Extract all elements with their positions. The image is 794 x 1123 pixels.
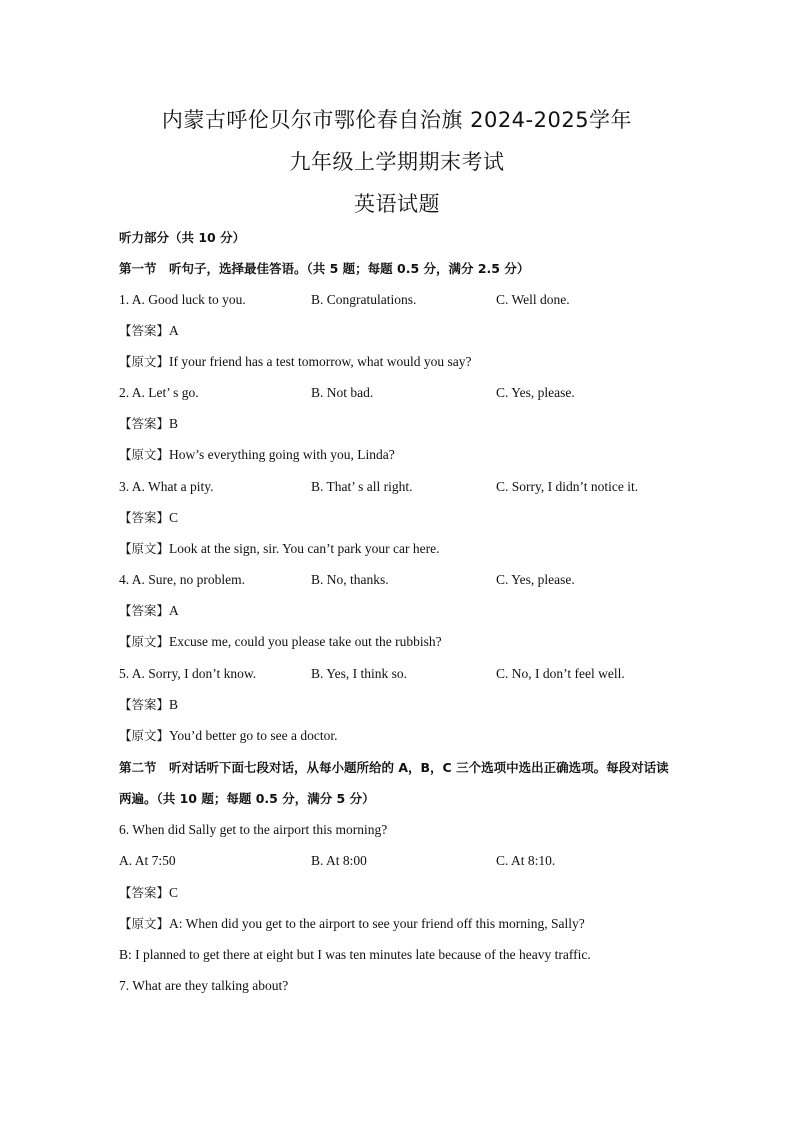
script-line [119,540,439,558]
option-b: B. Not bad. [311,385,374,400]
listening-section-title: 听力部分（共 10 分） [119,230,246,245]
answer-value: C [169,510,179,525]
answer-value: C [169,885,179,900]
option-a: 2. A. Let’ s go. [119,385,199,400]
answer-tag: 【答案】 [119,885,170,900]
answer-tag: 【答案】 [119,603,170,618]
answer-tag: 【答案】 [119,510,170,525]
script-text: How’s everything going with you, Linda? [169,447,395,462]
answer-tag: 【答案】 [119,697,170,712]
answer-value: A [169,323,179,338]
answer-line [119,884,178,902]
answer-value: B [169,416,179,431]
script-line [119,353,471,371]
script-text: Excuse me, could you please take out the rubbish? [169,634,442,649]
option-c: C. No, I don’t feel well. [496,666,625,681]
script-line [119,633,442,651]
option-a: 1. A. Good luck to you. [119,292,246,307]
option-c: C. Yes, please. [496,385,575,400]
script-tag: 【原文】 [119,728,170,743]
answer-tag: 【答案】 [119,323,170,338]
question-options [119,571,679,589]
option-b: B. Yes, I think so. [311,666,408,681]
part1-heading: 第一节 听句子，选择最佳答语。（共 5 题；每题 0.5 分，满分 2.5 分） [119,261,530,276]
script-line-b: B: I planned to get there at eight but I was ten minutes late because of the heavy traffic. [119,947,591,962]
option-c: C. At 8:10. [496,853,556,868]
question-options [119,478,679,496]
option-b: B. No, thanks. [311,572,389,587]
option-b: B. That’ s all right. [311,479,413,494]
exam-title-region: 内蒙古呼伦贝尔市鄂伦春自治旗 2024-2025学年 [161,108,633,132]
answer-tag: 【答案】 [119,416,170,431]
answer-value: B [169,697,179,712]
answer-line [119,322,179,340]
script-tag: 【原文】 [119,634,170,649]
script-tag: 【原文】 [119,447,170,462]
question-options [119,665,679,683]
question-options [119,291,679,309]
exam-title-subject: 英语试题 [354,192,440,216]
question-text: 6. When did Sally get to the airport this morning? [119,822,388,837]
script-tag: 【原文】 [119,541,170,556]
script-line [119,446,395,464]
answer-line [119,602,179,620]
option-b: B. Congratulations. [311,292,417,307]
script-tag: 【原文】 [119,916,170,931]
question-text: 7. What are they talking about? [119,978,289,993]
option-c: C. Well done. [496,292,570,307]
option-c: C. Sorry, I didn’t notice it. [496,479,639,494]
script-text: If your friend has a test tomorrow, what would you say? [169,354,472,369]
option-a: A. At 7:50 [119,853,176,868]
option-a: 3. A. What a pity. [119,479,214,494]
script-line [119,727,338,745]
question-options [119,384,679,402]
question-options [119,852,679,870]
option-b: B. At 8:00 [311,853,367,868]
answer-value: A [169,603,179,618]
script-text: Look at the sign, sir. You can’t park your car here. [169,541,440,556]
option-c: C. Yes, please. [496,572,575,587]
script-text: A: When did you get to the airport to see your friend off this morning, Sally? [169,916,585,931]
option-a: 5. A. Sorry, I don’t know. [119,666,257,681]
script-tag: 【原文】 [119,354,170,369]
option-a: 4. A. Sure, no problem. [119,572,245,587]
answer-line [119,509,178,527]
script-text: You’d better go to see a doctor. [169,728,338,743]
answer-line [119,696,178,714]
part2-heading: 第二节 听对话听下面七段对话，从每小题所给的 A，B，C 三个选项中选出正确选项。每段对话读两遍。（共 10 题；每题 0.5 分，满分 5 分） [119,760,669,806]
exam-title-grade: 九年级上学期期末考试 [289,150,505,174]
answer-line [119,415,178,433]
script-line [119,915,585,933]
